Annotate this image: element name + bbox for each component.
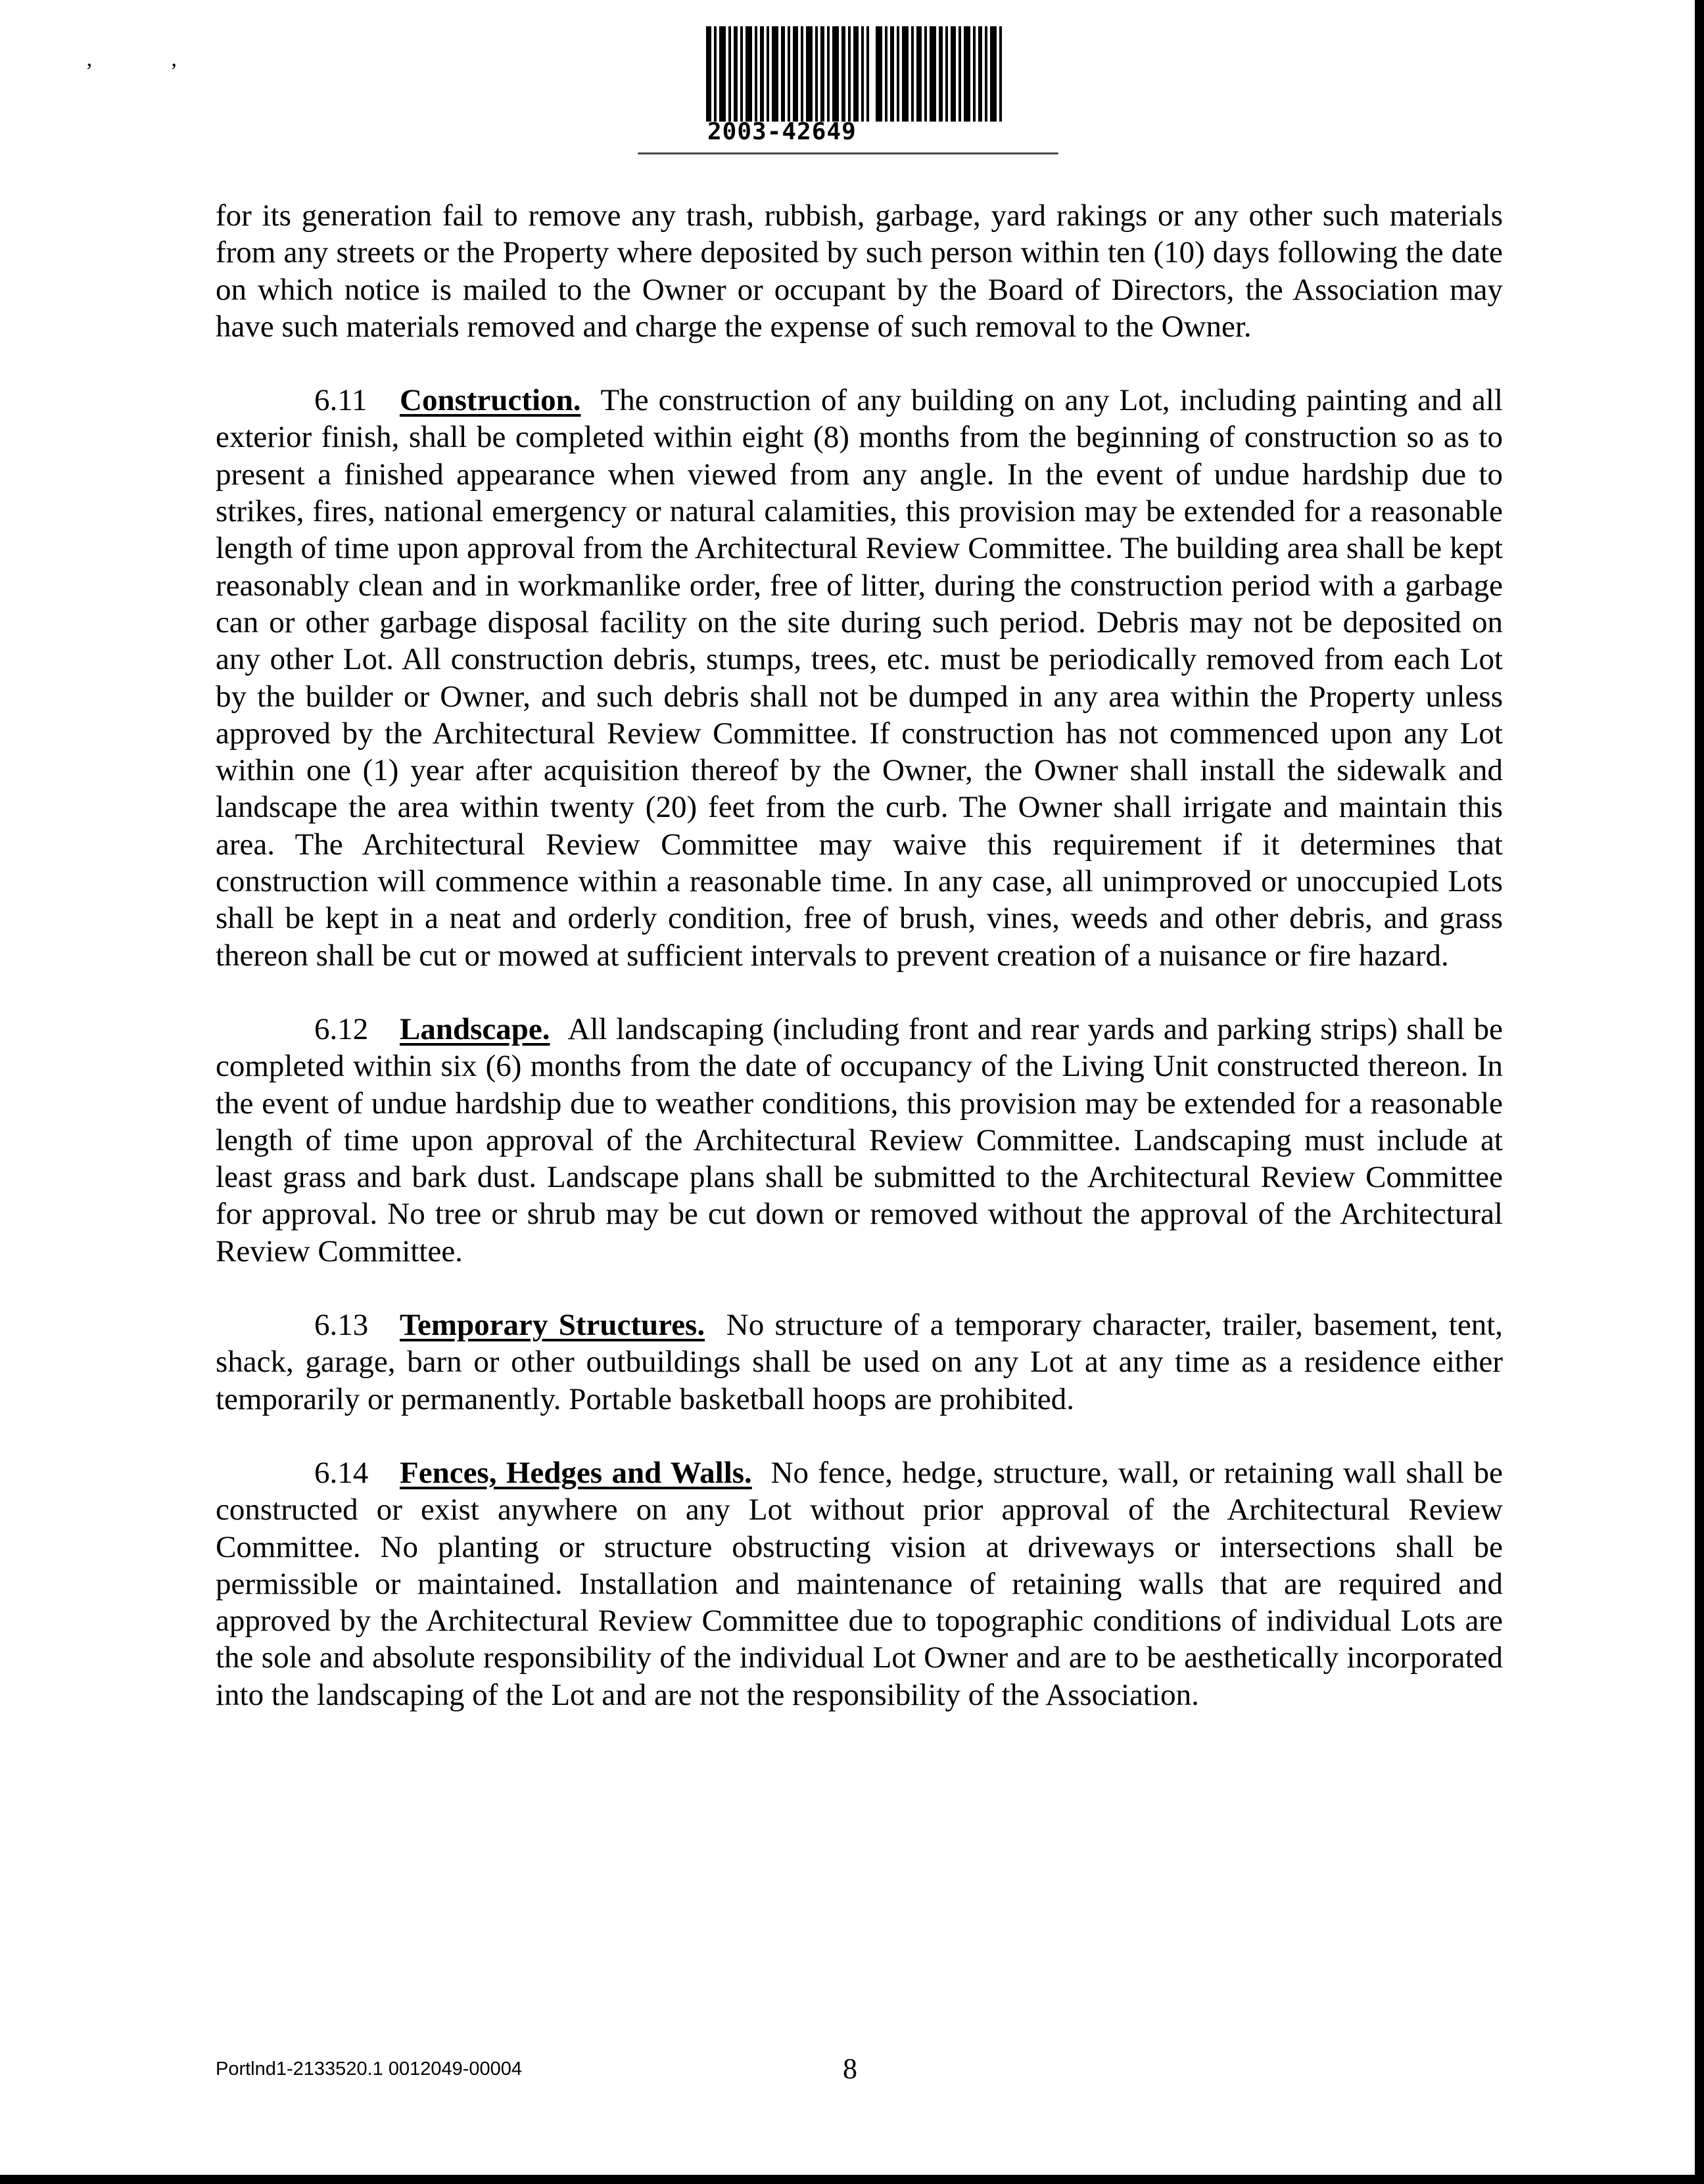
section-text: No structure of a temporary character, trailer, basement, tent, shack, garage, barn or other outbuildings shall be used on any Lot at any time as a residence either temporarily or permanently. Portable basketball hoops are prohibited. xyxy=(216,1308,1503,1416)
section-heading: Temporary Structures. xyxy=(400,1308,705,1343)
section-6-11 xyxy=(216,382,1503,974)
footer-document-id: Portlnd1-2133520.1 0012049-00004 xyxy=(216,2058,523,2079)
section-text: The construction of any building on any Lot, including painting and all exterior finish, shall be completed within eight (8) months from the beginning of construction so as to present a finished appearance when viewed from any angle. In the event of undue hardship due to strikes, fires, national emergency or natural calamities, this provision may be extended for a reasonable length of time upon approval from the Architectural Review Committee. The building area shall be kept reasonably clean and in workmanlike order, free of litter, during the construction period with a garbage can or other garbage disposal facility on the site during such period. Debris may not be deposited on any other Lot. All construction debris, stumps, trees, etc. must be periodically removed from each Lot by the builder or Owner, and such debris shall not be dumped in any area within the Property unless approved by the Architectural Review Committee. If construction has not commenced upon any Lot within one (1) year after acquisition thereof by the Owner, the Owner shall install the sidewalk and landscape the area within twenty (20) feet from the curb. The Owner shall irrigate and maintain this area. The Architectural Review Committee may waive this requirement if it determines that construction will commence within a reasonable time. In any case, all unimproved or unoccupied Lots shall be kept in a neat and orderly condition, free of brush, vines, weeds and other debris, and grass thereon shall be cut or mowed at sufficient intervals to prevent creation of a nuisance or fire hazard. xyxy=(216,383,1503,973)
section-6-14 xyxy=(216,1454,1503,1713)
section-text: No fence, hedge, structure, wall, or retaining wall shall be constructed or exist anywhere on any Lot without prior approval of the Architectural Review Committee. No planting or structure obstructing vision at driveways or intersections shall be permissible or maintained. Installation and maintenance of retaining walls that are required and approved by the Architectural Review Committee due to topographic conditions of individual Lots are the sole and absolute responsibility of the individual Lot Owner and are to be aesthetically incorporated into the landscaping of the Lot and are not the responsibility of the Association. xyxy=(216,1455,1503,1712)
barcode-underline xyxy=(638,152,1058,154)
section-number: 6.13 xyxy=(314,1308,369,1343)
section-6-13 xyxy=(216,1307,1503,1418)
section-number: 6.11 xyxy=(314,383,367,418)
scan-specks: ’’ xyxy=(85,59,257,83)
barcode xyxy=(706,26,1008,164)
section-6-12 xyxy=(216,1011,1503,1270)
section-text: All landscaping (including front and rear yards and parking strips) shall be completed within six (6) months from the date of occupancy of the Living Unit constructed thereon. In the event of undue hardship due to weather conditions, this provision may be extended for a reasonable length of time upon approval of the Architectural Review Committee. Landscaping must include at least grass and bark dust. Landscape plans shall be submitted to the Architectural Review Committee for approval. No tree or shrub may be cut down or removed without the approval of the Architectural Review Committee. xyxy=(216,1011,1503,1268)
section-heading: Fences, Hedges and Walls. xyxy=(400,1455,752,1490)
section-number: 6.12 xyxy=(314,1011,369,1046)
barcode-bars xyxy=(706,26,1002,122)
section-number: 6.14 xyxy=(314,1455,369,1490)
continued-paragraph: for its generation fail to remove any trash, rubbish, garbage, yard rakings or any other such materials from any streets or the Property where deposited by such person within ten (10) days following the date on which notice is mailed to the Owner or occupant by the Board of Directors, the Association may have such materials removed and charge the expense of such removal to the Owner. xyxy=(216,198,1503,344)
barcode-number: 2003-42649 xyxy=(707,118,857,145)
section-heading: Landscape. xyxy=(400,1011,550,1046)
page-number: 8 xyxy=(843,2053,857,2085)
section-heading: Construction. xyxy=(400,383,581,418)
document-body xyxy=(216,197,1503,1750)
